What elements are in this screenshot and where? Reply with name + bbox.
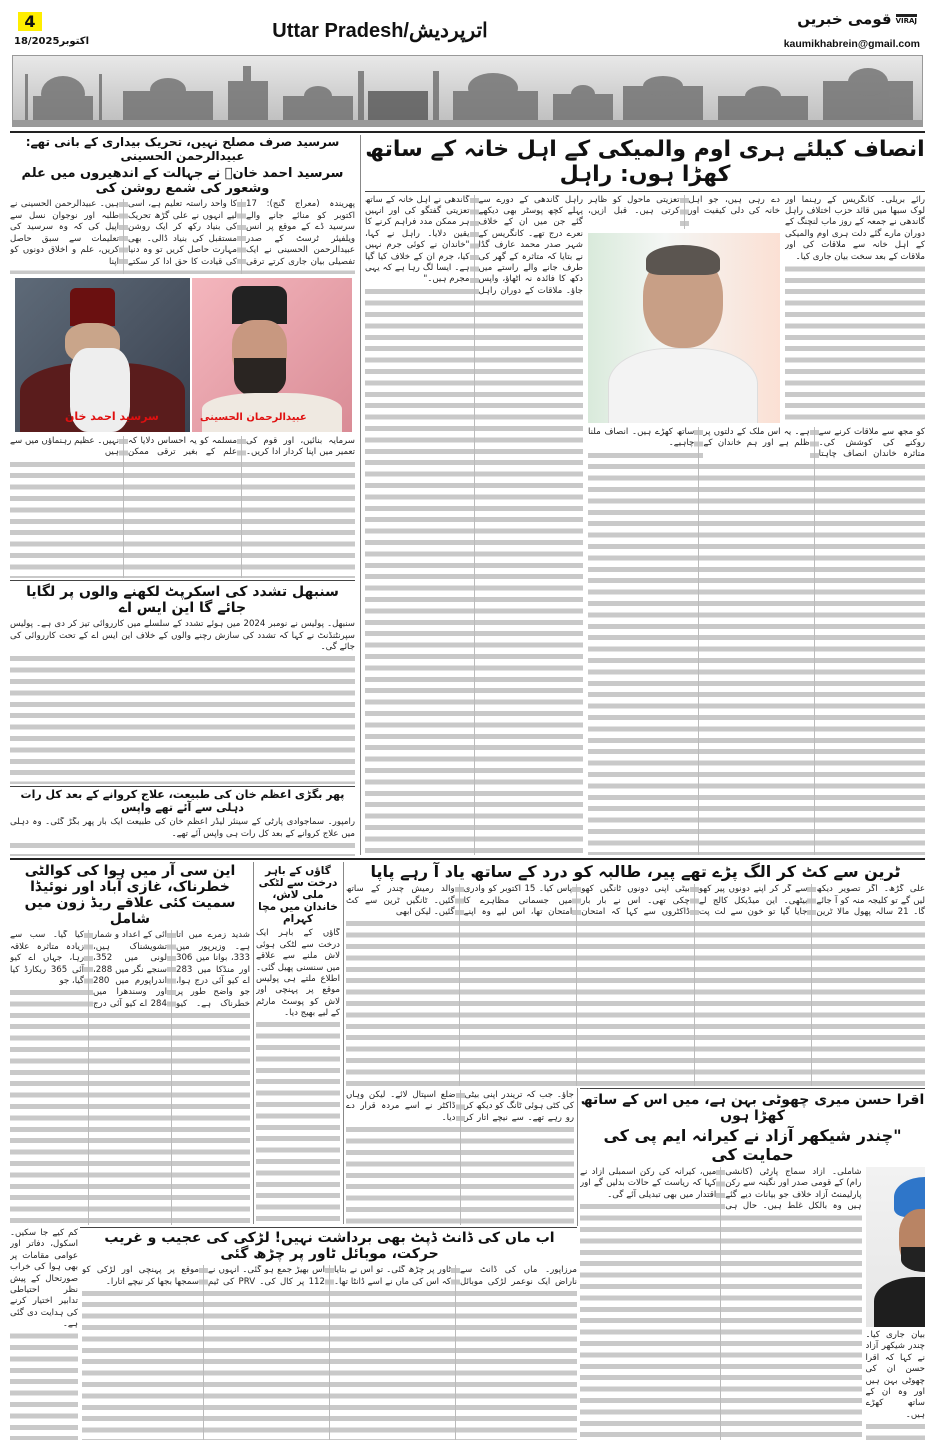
iqra-body-cont: بیان جاری کیا۔ چندر شیکھر آزاد نے کہا کہ اقرا حسن ان کی چھوٹی بہن ہیں اور وہ ان کے ساتھ کھڑے ہیں۔ <box>866 1330 926 1440</box>
sir-syed-body: پھریندہ (معراج گنج): 17 اکتوبر کو منائے جانے والے سرسید ڈے کے موقع پر انس ویلفیئر ٹرسٹ کے صدر عبیدالرحمن الحسینی نے ایک تفصیلی بیان جاری کرتے ترقی کا واحد راستہ تعلیم ہے، اسی لیے انہوں نے علی گڑھ تحریک کی بنیاد رکھ کر ایک روشن مستقبل کی بنیاد ڈالی۔ بھی مہارت حاصل کریں تو وہ دنیا کی قیادت کا حق ادا کر سکتے ہیں۔ عبیدالرحمن الحسینی نے طلبہ اور نوجوان نسل سے اپیل کی کہ وہ سرسید کی تعلیمات سے سبق حاصل کریں، علم و اخلاق دونوں کو اپنا <box>10 199 355 274</box>
ubaid-photo-caption: عبیدالرحمان الحسینی <box>200 412 307 423</box>
azam-khan-article <box>10 789 355 856</box>
tower-body: مرزاپور۔ ماں کی ڈانٹ سے ناراض ایک نوعمر لڑکی موبائل ٹاور پر چڑھ گئی۔ تو اس نے بتایا کہ اس کی ماں نے اسے ڈانٹا تھا۔ اس بھیڑ جمع ہو گئی۔ انہوں نے 112 پر کال کی۔ PRV کی ٹیم موقع پر پہنچی اور لڑکی کو سمجھا بجھا کر نیچے اتارا۔ <box>82 1265 577 1440</box>
masthead-logo <box>797 10 917 28</box>
ncr-air-body: شدید زمرے میں آتا ہے۔ وزیرپور میں 333، بوانا میں 306 اور منڈکا میں 283 اے کیو آئی درج ہوا، جو واضح طور پر خطرناک ہے۔ کیو آئی کے اعداد و شمار تشویشناک ہیں، لونی میں 352، سنجے نگر میں 288، اندراپورم میں 280 اور وسندھرا میں 284 اے کیو آئی درج کیا گیا۔ سب سے زیادہ متاثرہ علاقہ رہا، جہاں اے کیو آئی 365 ریکارڈ کیا گیا، جو <box>10 930 250 1225</box>
train-body-cont: جاؤ۔ جب کہ تریندر اپنی بیٹی کی کٹی ہوئی ٹانگ کو دیکھ کر رو رہے تھے۔ سے نیچے اتار کر ضلع اسپتال لائے۔ لیکن وہاں ڈاکٹر نے اسے مردہ قرار دے دیا۔ <box>346 1090 574 1225</box>
sambhal-body: سنبھل۔ پولیس نے نومبر 2024 میں ہوئے تشدد کے سلسلے میں کارروائی تیز کر دی ہے۔ پولیس سپرنٹنڈنٹ نے کہا کہ تشدد کی سازش رچنے والوں کے خلاف این ایس اے کے تحت کارروائی کی جائے گی۔ <box>10 619 355 784</box>
rahul-body-top: دے رہی ہیں، جو اہل خانہ کی دلی کیفیت اور تعزیتی ماحول کو ظاہر کرتی ہیں۔ قبل ازیں، <box>588 195 780 229</box>
iqra-columns <box>580 1167 925 1440</box>
chandrashekhar-headline: "چندر شیکھر آزاد نے کیرانہ ایم پی کی حمایت کی <box>580 1127 925 1164</box>
monuments-banner <box>12 55 923 127</box>
rahul-photo <box>588 233 780 423</box>
issue-date: 18/اکتوبر2025 <box>14 36 89 47</box>
sir-syed-photo <box>15 278 190 432</box>
train-body: علی گڑھ۔ اگر تصویر دیکھ لیں گے تو کلیجہ منہ کو آ جائے گا۔ 21 سالہ پھول مالا ٹرین سے گر کر اپنے دونوں پیر کھو بیٹھی۔ این میڈیکل کالج لے جایا گیا تو خون سے لت پت بیٹی اپنی دونوں ٹانگیں کھو چکی تھی۔ اس نے بار بار ڈاکٹروں سے کہا کہ امتحان پاس کیا۔ 15 اکتوبر کو وادری میں جسمانی مظاہرے کا امتحان تھا، اس لیے وہ اپنے والد رمیش چندر کے ساتھ گئیں۔ ٹانگیں ٹرین سے کٹ گئیں۔ لیکن ابھی <box>346 884 925 1086</box>
iqra-body: شاملی۔ آزاد سماج پارٹی (کانشی رام) کے قومی صدر اور نگینہ سے رکن پارلیمنٹ آزاد خلاف جو بیانات دیے گئے ہیں وہ بالکل غلط ہیں۔ حال ہی میں، کیرانہ کی رکن اسمبلی آزاد نے کہا کہ ریاست کے حالات بدلیں گے اور اقتدار میں بھی تبدیلی آئے گی۔ <box>580 1167 862 1440</box>
sambhal-headline: سنبھل تشدد کی اسکرپٹ لکھنے والوں پر لگایا جائے گا این ایس اے <box>10 584 355 616</box>
logo-title: قومی خبریں <box>797 10 892 28</box>
rahul-headline: انصاف کیلئے ہری اوم والمیکی کے اہل خانہ کے ساتھ کھڑا ہوں: راہل <box>365 137 925 192</box>
logo-mark-icon: VIRAJ <box>896 14 917 25</box>
rahul-body-right: رائے بریلی۔ کانگریس کے رہنما اور لوک سبھا میں قائد حزب اختلاف راہل گاندھی نے جمعہ کے روز ماب لنچنگ کے دوران مارے گئے دلت ہری اوم والمیکی کے اہل خانہ سے ملاقات کی اور ملاقات کے بعد سخت بیان جاری کیا۔ <box>785 195 925 423</box>
sir-syed-headline: سرسید احمد خانؒ نے جہالت کے اندھیروں میں علم وشعور کی شمع روشن کی <box>10 167 355 197</box>
iqra-right-column <box>866 1167 926 1440</box>
ncr-air-article <box>10 863 250 1225</box>
train-headline: ٹرین سے کٹ کر الگ پڑے تھے پیر، طالبہ کو درد کے ساتھ یاد آ رہے پاپا <box>346 863 925 881</box>
village-article <box>256 865 340 1225</box>
sir-syed-photo-caption: سرسید احمد خان <box>65 410 159 423</box>
azam-khan-body: رامپور۔ سماجوادی پارٹی کے سینئر لیڈر اعظم خان کی طبیعت ایک بار پھر بگڑ گئی۔ وہ دہلی میں علاج کروانے کے بعد کل رات ہی واپس آئے تھے۔ <box>10 817 355 856</box>
iqra-headline: اقرا حسن میری چھوٹی بہن ہے، میں اس کے ساتھ کھڑا ہوں <box>580 1092 925 1125</box>
azam-khan-headline: پھر بگڑی اعظم خان کی طبیعت، علاج کروانے کے بعد کل رات دہلی سے آئے تھے واپس <box>10 789 355 814</box>
sir-syed-article <box>10 136 355 274</box>
sir-syed-body-cont: سرمایہ بنائیں، اور قوم کی تعمیر میں اپنا کردار ادا کریں۔ مسلمہ کو یہ احساس دلایا کہ علم کے بغیر ترقی ممکن نہیں۔ عظیم رہنماؤں میں سے ہیں <box>10 436 355 578</box>
rahul-columns <box>365 195 925 855</box>
chandrashekhar-photo <box>866 1167 926 1327</box>
ncr-air-body-cont: کم کیے جا سکیں۔ اسکول، دفاتر اور عوامی مقامات پر بھی ہوا کی خراب صورتحال کے پیش نظر احتیاطی تدابیر اختیار کرنے کی ہدایت دی گئی ہے۔ <box>10 1228 78 1440</box>
rahul-body-bottom: کو مجھ سے ملاقات کرنے سے روکنے کی کوشش کی۔ متاثرہ خاندان انصاف چاہتا ہے۔ یہ اس ملک کے دلتوں پر ظلم ہے اور ہم خاندان کے ساتھ کھڑے ہیں۔ انصاف ملنا چاہیے۔ <box>588 427 925 855</box>
train-article <box>346 863 925 1086</box>
sir-syed-kicker: سرسید صرف مصلح نہیں، تحریک بیداری کے بانی تھے: عبیدالرحمن الحسینی <box>10 136 355 164</box>
tower-headline: اب ماں کی ڈانٹ ڈپٹ بھی برداشت نہیں! لڑکی کی عجیب و غریب حرکت، موبائل ٹاور پر چڑھ گئی <box>82 1230 577 1262</box>
contact-email[interactable]: kaumikhabrein@gmail.com <box>783 38 920 50</box>
iqra-article <box>580 1092 925 1440</box>
ncr-air-headline: این سی آر میں ہوا کی کوالٹی خطرناک، غازی آباد اور نوئیڈا سمیت کئی علاقے ریڈ زون میں شامل <box>10 863 250 927</box>
sambhal-article <box>10 584 355 784</box>
village-body: گاؤں کے باہر ایک درخت سے لٹکی ہوئی لاش ملنے سے علاقے میں سنسنی پھیل گئی۔ اطلاع ملتے ہی پولیس موقع پر پہنچی اور لاش کو پوسٹ مارٹم کے لیے بھیج دیا۔ <box>256 928 340 1225</box>
rahul-body-left: راہل گاندھی کے دورے سے پہلے کچھ پوسٹر بھی دیکھے گئے جن میں ان کے خلاف نعرے درج تھے۔ کانگریس کے شہر صدر محمد عارف گڈا نے بتایا کہ متاثرہ کے گھر کی طرف جانے والے راستے میں دکھ کا فائدہ نہ اٹھاؤ، واپس جاؤ۔ ملاقات کے دوران راہل گاندھی نے اہل خانہ کے ساتھ تعزیتی گفتگو کی اور انہیں ہر ممکن مدد فراہم کرنے کا یقین دلایا۔ راہل نے کہا، "خاندان نے کوئی جرم نہیں کیا، جرم ان کے خلاف کیا گیا ہے۔ ایسا لگ رہا ہے کہ یہی مجرم ہیں۔" <box>365 195 583 855</box>
section-title: Uttar Pradesh/اترپردیش <box>272 20 488 42</box>
page-number-badge: 4 <box>18 12 42 31</box>
tower-article <box>82 1230 577 1440</box>
ubaid-photo <box>192 278 352 432</box>
rahul-article <box>365 137 925 855</box>
village-headline: گاؤں کے باہر درخت سے لٹکی ملی لاش، خاندان میں مچا کہرام <box>256 865 340 925</box>
